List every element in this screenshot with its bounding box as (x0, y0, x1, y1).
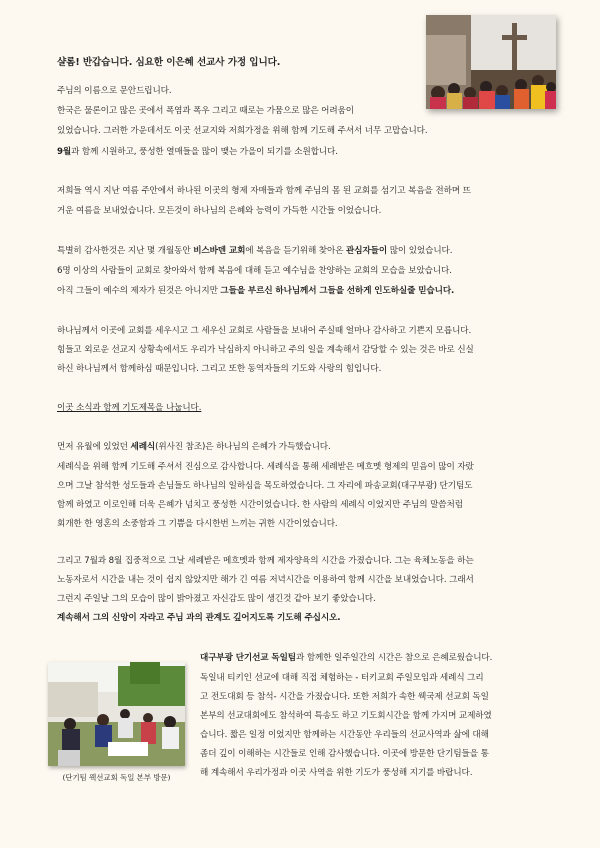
text-segment: 있었습니다. 그러한 가운데서도 이곳 선교지와 저희가정을 위해 함께 기도해 주셔서 너무 고맙습니다. (57, 126, 428, 136)
text-line (57, 85, 172, 97)
text-segment: 본부의 선교대회에도 참석하여 특송도 하고 기도회시간을 함께 가지며 교제하였 (200, 711, 492, 721)
text-segment: 독일내 티키인 선교에 대해 직접 체험하는 - 터키교회 주일모임과 세례식 그리 (200, 673, 484, 683)
text-line (57, 344, 474, 356)
text-line (57, 461, 474, 473)
text-segment: 하신 하나님께서 함께하심 때문입니다. 그리고 또한 동역자들의 기도와 사랑의 힘입니다. (57, 364, 382, 374)
text-line (57, 265, 452, 277)
text-line (57, 441, 331, 453)
text-line (200, 652, 492, 664)
bold-text: 비스바덴 교회 (193, 246, 246, 256)
text-segment: 그런지 주일날 그의 모습이 많이 밝아졌고 자신감도 많이 생긴것 같아 보기 좋았습니다. (57, 594, 376, 604)
text-segment: 저희들 역시 지난 여름 주안에서 하나된 이곳의 형제 자매들과 함께 주님의 몸 된 교회를 섬기고 복음을 전하며 뜨 (57, 186, 471, 196)
text-segment: 으며 그날 참석한 성도들과 손님들도 하나님의 일하심을 목도하였습니다. 그 자리에 파송교회(대구부광) 단기팀도 (57, 481, 473, 491)
bold-text: 세례식 (130, 442, 156, 452)
text-line (57, 146, 338, 158)
text-segment: 아직 그들이 예수의 제자가 된것은 아니지만 (57, 286, 221, 296)
bold-text: 9월 (57, 147, 72, 157)
text-segment: 과 함께 시원하고, 풍성한 열매들을 많이 맺는 가을이 되기를 소원합니다. (71, 147, 338, 157)
bold-text: 그들을 부르신 하나님께서 그들을 선하게 인도하실줄 믿습니다. (220, 286, 455, 296)
text-line (200, 710, 492, 722)
text-line (57, 555, 474, 567)
team-group-photo-icon (48, 662, 185, 766)
text-line (57, 105, 354, 117)
text-segment: 좀더 깊이 이해하는 시간들로 인해 감사했습니다. 이곳에 방문한 단기팀들을 통 (200, 749, 489, 759)
text-segment: 습니다. 짧은 일정 이었지만 함께하는 시간동안 우리들의 선교사역과 삶에 대해 (200, 730, 489, 740)
greeting-heading: 샬롬! 반갑습니다. 심요한 이은혜 선교사 가정 입니다. (57, 57, 281, 68)
text-segment: 에 복음을 듣기위해 찾아온 (245, 246, 347, 256)
text-segment: 함께 하였고 이로인해 더욱 은혜가 넘치고 풍성한 시간이었습니다. 한 사람의 세례식 이었지만 주님의 말씀처럼 (57, 500, 463, 510)
text-line (200, 767, 472, 779)
text-segment: 하나님께서 이곳에 교회를 세우시고 그 세우신 교회로 사람들을 보내어 주실때 얼마나 감사하고 기쁜지 모릅니다. (57, 326, 472, 336)
text-line (57, 574, 474, 586)
text-line (57, 518, 338, 530)
text-segment: 그리고 7월과 8월 집중적으로 그날 세례받은 메흐멧과 함께 제자양육의 시간을 가졌습니다. 그는 육체노동을 하는 (57, 556, 474, 566)
text-line (200, 748, 489, 760)
text-line (57, 363, 381, 375)
text-line (57, 325, 471, 337)
text-line (57, 593, 376, 605)
text-segment: 특별히 감사한것은 지난 몇 개월동안 (57, 246, 194, 256)
text-segment: 세례식을 위해 함께 기도해 주셔서 진심으로 감사합니다. 세례식을 통해 세례받은 메흐멧 형제의 믿음이 많이 자랐 (57, 462, 474, 472)
text-segment: 거운 여름을 보내었습니다. 모든것이 하나님의 은혜와 능력이 가득한 시간들 이었습니다. (57, 206, 382, 216)
church-cross-photo-icon (426, 15, 556, 109)
text-segment: 고 전도대회 등 참석- 시간을 가졌습니다. 또한 저희가 속한 웩국제 선교회 독일 (200, 692, 489, 702)
text-segment: 많이 있었습니다. (387, 246, 453, 256)
text-segment: 한국은 물론이고 많은 곳에서 폭염과 폭우 그리고 때로는 가뭄으로 많은 어려움이 (57, 106, 354, 116)
section-title: 이곳 소식과 함께 기도제목을 나눕니다. (57, 403, 202, 413)
text-segment: 과 함께한 일주일간의 시간은 참으로 은혜로웠습니다. (296, 653, 493, 663)
text-line (57, 499, 463, 511)
text-line (57, 480, 472, 492)
text-line (200, 729, 489, 741)
text-segment: 먼저 유월에 있었던 (57, 442, 131, 452)
text-line (57, 125, 427, 137)
text-segment: (위사진 참조)은 하나님의 은혜가 가득했습니다. (155, 442, 331, 452)
text-line (57, 205, 381, 217)
text-line (57, 185, 471, 197)
bold-text: 관심자들이 (346, 246, 388, 256)
text-line (57, 612, 340, 624)
text-segment: 힘들고 외로운 선교지 상황속에서도 우리가 낙심하지 아니하고 주의 일을 계속해서 감당할 수 있는 것은 바로 신실 (57, 345, 474, 355)
bold-text: 계속해서 그의 신앙이 자라고 주님 과의 관계도 깊어지도록 기도해 주십시오. (57, 613, 341, 623)
bold-text: 대구부광 단기선교 독일팀 (200, 653, 297, 663)
photo-caption: (단기팀 웩선교회 독일 본부 방문) (62, 773, 171, 782)
team-visit-photo (48, 662, 185, 766)
text-segment: 6명 이상의 사람들이 교회로 찾아와서 함께 복음에 대해 듣고 예수님을 찬양하는 교회의 모습을 보았습니다. (57, 266, 452, 276)
text-line (200, 672, 484, 684)
baptism-photo (426, 15, 556, 109)
text-segment: 회개한 한 영혼의 소중함과 그 기쁨을 다시한번 느끼는 귀한 시간이었습니다. (57, 519, 338, 529)
text-segment: 해 계속해서 우리가정과 이곳 사역을 위한 기도가 풍성해 지기를 바랍니다. (200, 768, 473, 778)
text-line (200, 691, 489, 703)
text-line (57, 245, 452, 257)
text-segment: 주님의 이름으로 문안드립니다. (57, 86, 172, 96)
text-segment: 노동자로서 시간을 내는 것이 쉽지 않았지만 해가 긴 여름 저녁시간을 이용하여 함께 시간을 보내었습니다. 그래서 (57, 575, 474, 585)
text-line (57, 285, 454, 297)
